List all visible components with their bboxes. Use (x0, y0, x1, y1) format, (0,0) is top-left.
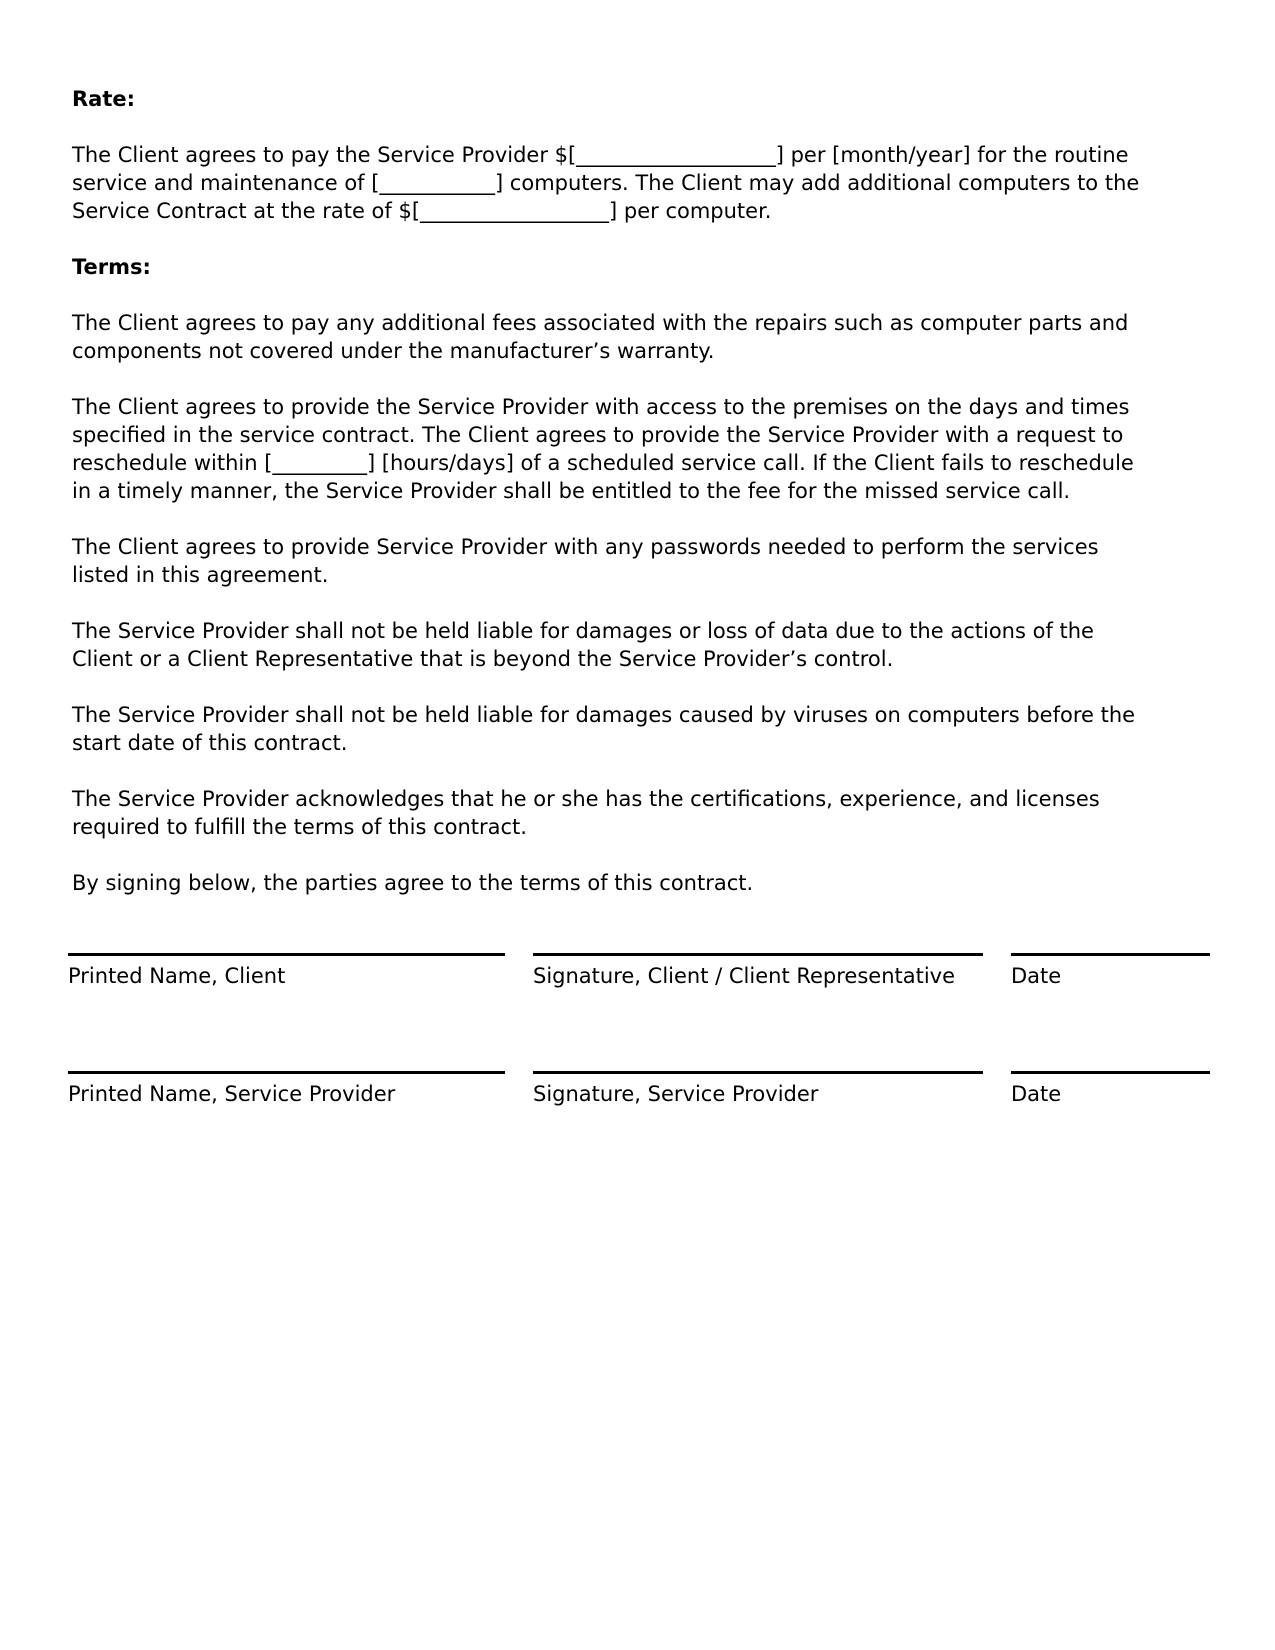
signature-line (533, 953, 983, 956)
signature-label: Printed Name, Client (68, 964, 286, 988)
terms-paragraph-certifications: The Service Provider acknowledges that he or she has the certifications, experience, and licenses required to fulfill the terms of this contract. (72, 787, 1100, 839)
rate-paragraph: The Client agrees to pay the Service Provider $[___________________] per [month/year] for the routine service and maintenance of [___________] computers. The Client may add additional computers to the Service Contract at the rate of $[__________________] per computer. (72, 143, 1140, 223)
signature-line (1011, 953, 1210, 956)
signature-field-date-provider (1011, 1071, 1210, 1136)
terms-paragraph-passwords: The Client agrees to provide Service Provider with any passwords needed to perform the services listed in this agreement. (72, 535, 1099, 587)
signature-line (1011, 1071, 1210, 1074)
terms-paragraph-access-reschedule: The Client agrees to provide the Service Provider with access to the premises on the days and times specified in the service contract. The Client agrees to provide the Service Provider with a request to reschedule within [_________] [hours/days] of a scheduled service call. If the Client fails to reschedule in a timely manner, the Service Provider shall be entitled to the fee for the missed service call. (72, 395, 1134, 503)
signature-row-service-provider (68, 1071, 1275, 1136)
signature-field-printed-name-provider (68, 1071, 505, 1136)
signature-section (68, 953, 1275, 1136)
signature-field-printed-name-client (68, 953, 505, 1018)
signature-row-client (68, 953, 1275, 1018)
signature-field-date-client (1011, 953, 1210, 1018)
signature-label: Printed Name, Service Provider (68, 1082, 396, 1106)
signing-statement: By signing below, the parties agree to the terms of this contract. (72, 871, 754, 895)
signature-line (68, 953, 505, 956)
terms-paragraph-liability-data-loss: The Service Provider shall not be held liable for damages or loss of data due to the actions of the Client or a Client Representative that is beyond the Service Provider’s control. (72, 619, 1094, 671)
signature-label: Signature, Service Provider (533, 1082, 819, 1106)
section-heading-terms: Terms: (72, 255, 151, 279)
terms-paragraph-fees: The Client agrees to pay any additional fees associated with the repairs such as computer parts and components not covered under the manufacturer’s warranty. (72, 311, 1129, 363)
signature-label: Date (1011, 964, 1062, 988)
signature-field-signature-provider (533, 1071, 983, 1136)
signature-label: Date (1011, 1082, 1062, 1106)
section-heading-rate: Rate: (72, 87, 136, 111)
signature-field-signature-client (533, 953, 983, 1018)
terms-paragraph-liability-viruses: The Service Provider shall not be held liable for damages caused by viruses on computers before the start date of this contract. (72, 703, 1136, 755)
signature-line (533, 1071, 983, 1074)
document-body (72, 85, 1140, 897)
signature-line (68, 1071, 505, 1074)
signature-label: Signature, Client / Client Representative (533, 964, 956, 988)
